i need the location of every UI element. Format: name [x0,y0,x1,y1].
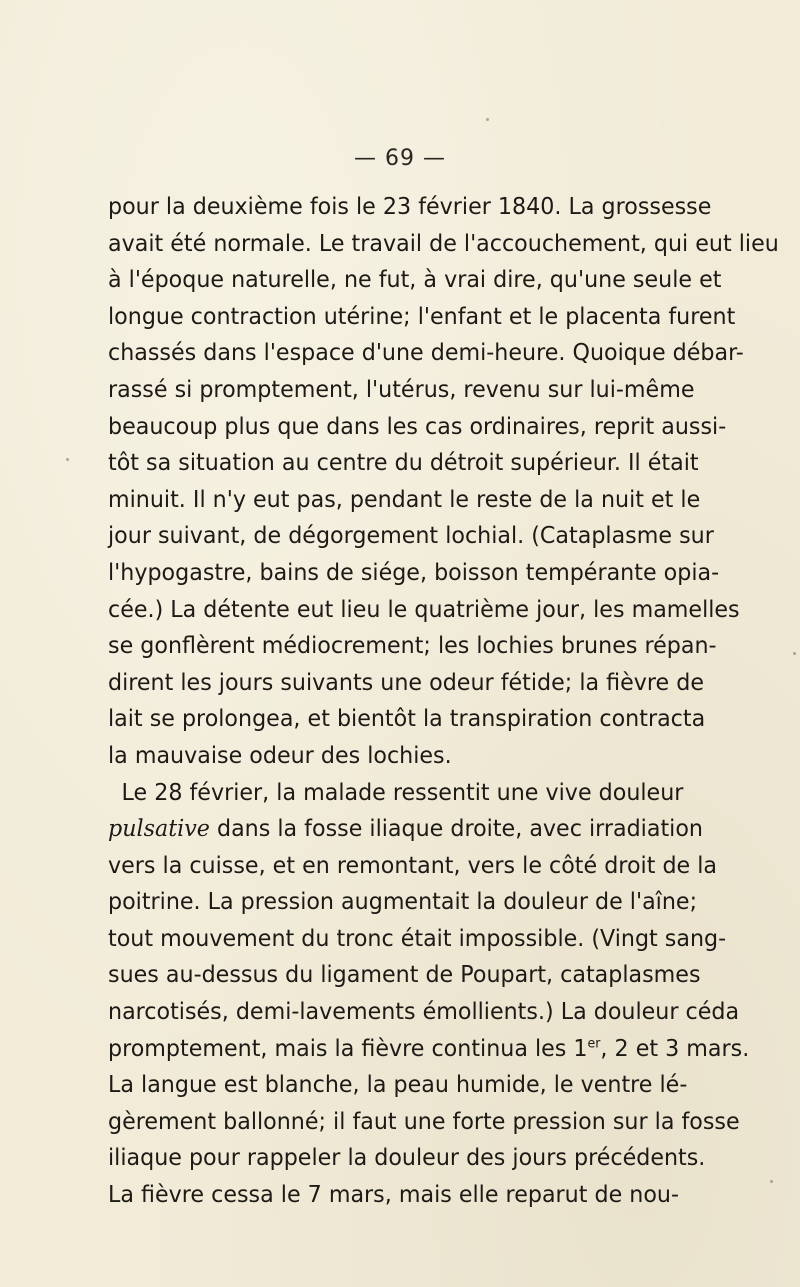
text-line: beaucoup plus que dans les cas ordinaires, reprit aussi- [108,413,727,440]
text-fragment: promptement, mais la fièvre continua les 1 [108,1035,588,1062]
superscript: er [587,1036,601,1051]
text-line-with-superscript [108,1031,750,1068]
text-line: rassé si promptement, l'utérus, revenu sur lui-même [108,376,695,403]
text-line: à l'époque naturelle, ne fut, à vrai dire, qu'une seule et [108,267,722,294]
text-fragment: , 2 et 3 mars. [600,1035,750,1062]
text-line: longue contraction utérine; l'enfant et le placenta furent [108,303,736,330]
text-line: iliaque pour rappeler la douleur des jours précédents. [108,1145,706,1172]
paper-speck [793,652,796,655]
text-line: la mauvaise odeur des lochies. [108,742,452,769]
text-line: chassés dans l'espace d'une demi-heure. Quoique débar- [108,340,744,367]
text-line: La langue est blanche, la peau humide, le ventre lé- [108,1072,688,1099]
body-text [108,189,779,1214]
text-line: cée.) La détente eut lieu le quatrième jour, les mamelles [108,596,740,623]
text-line: dirent les jours suivants une odeur fétide; la fièvre de [108,669,705,696]
text-line: avait été normale. Le travail de l'accouchement, qui eut lieu [108,230,779,257]
text-fragment: dans la fosse iliaque droite, avec irradiation [216,816,703,843]
text-line: tout mouvement du tronc était impossible. (Vingt sang- [108,925,727,952]
paper-speck [486,118,489,121]
text-line: La fièvre cessa le 7 mars, mais elle reparut de nou- [108,1182,680,1209]
text-line: gèrement ballonné; il faut une forte pression sur la fosse [108,1108,740,1135]
text-line: lait se prolongea, et bientôt la transpiration contracta [108,706,706,733]
text-line: jour suivant, de dégorgement lochial. (Cataplasme sur [108,523,714,550]
text-line-with-italic [108,811,703,848]
paper-speck [770,1180,773,1183]
text-line: vers la cuisse, et en remontant, vers le côté droit de la [108,852,718,879]
text-line: se gonflèrent médiocrement; les lochies brunes répan- [108,633,717,660]
text-line: tôt sa situation au centre du détroit supérieur. Il était [108,450,699,477]
text-line: poitrine. La pression augmentait la douleur de l'aîne; [108,889,698,916]
text-line: pour la deuxième fois le 23 février 1840. La grossesse [108,194,712,220]
text-line: Le 28 février, la malade ressentit une vive douleur [121,779,684,806]
page-number: — 69 — [354,146,446,171]
text-line: minuit. Il n'y eut pas, pendant le reste de la nuit et le [108,486,701,513]
text-line: sues au-dessus du ligament de Poupart, cataplasmes [108,962,701,989]
paper-speck [66,458,69,461]
text-line: narcotisés, demi-lavements émollients.) La douleur céda [108,999,740,1026]
text-line: l'hypogastre, bains de siége, boisson tempérante opia- [108,559,720,586]
italic-word: pulsative [108,816,210,843]
